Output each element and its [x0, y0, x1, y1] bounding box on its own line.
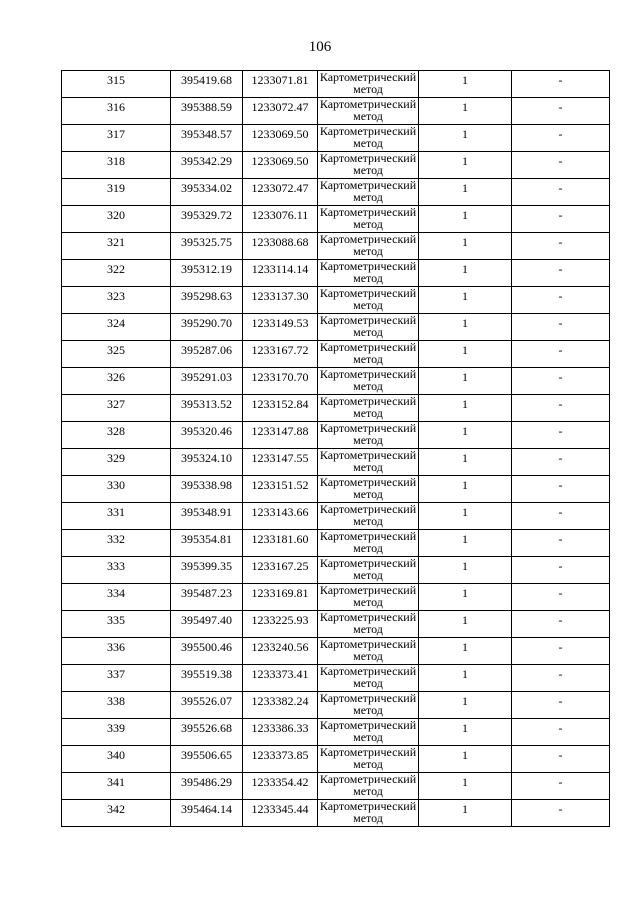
method-cell: Картометрический метод [318, 476, 419, 503]
point-number-cell: 318 [62, 152, 171, 179]
y-coordinate-cell: 1233225.93 [243, 611, 318, 638]
x-coordinate-cell: 395500.46 [171, 638, 243, 665]
note-cell: - [512, 179, 610, 206]
point-number-cell: 325 [62, 341, 171, 368]
y-coordinate-cell: 1233143.66 [243, 503, 318, 530]
method-cell: Картометрический метод [318, 503, 419, 530]
table-row [62, 611, 610, 638]
point-number-cell: 323 [62, 287, 171, 314]
table-row [62, 530, 610, 557]
accuracy-cell: 1 [419, 449, 512, 476]
y-coordinate-cell: 1233071.81 [243, 71, 318, 98]
table-row [62, 692, 610, 719]
y-coordinate-cell: 1233386.33 [243, 719, 318, 746]
point-number-cell: 315 [62, 71, 171, 98]
point-number-cell: 330 [62, 476, 171, 503]
y-coordinate-cell: 1233114.14 [243, 260, 318, 287]
y-coordinate-cell: 1233240.56 [243, 638, 318, 665]
x-coordinate-cell: 395354.81 [171, 530, 243, 557]
y-coordinate-cell: 1233373.41 [243, 665, 318, 692]
point-number-cell: 324 [62, 314, 171, 341]
y-coordinate-cell: 1233072.47 [243, 179, 318, 206]
x-coordinate-cell: 395320.46 [171, 422, 243, 449]
table-row [62, 584, 610, 611]
accuracy-cell: 1 [419, 476, 512, 503]
point-number-cell: 321 [62, 233, 171, 260]
y-coordinate-cell: 1233167.72 [243, 341, 318, 368]
point-number-cell: 333 [62, 557, 171, 584]
y-coordinate-cell: 1233345.44 [243, 800, 318, 827]
table-row [62, 179, 610, 206]
method-cell: Картометрический метод [318, 260, 419, 287]
note-cell: - [512, 800, 610, 827]
accuracy-cell: 1 [419, 260, 512, 287]
point-number-cell: 320 [62, 206, 171, 233]
note-cell: - [512, 341, 610, 368]
accuracy-cell: 1 [419, 179, 512, 206]
x-coordinate-cell: 395519.38 [171, 665, 243, 692]
note-cell: - [512, 260, 610, 287]
accuracy-cell: 1 [419, 800, 512, 827]
y-coordinate-cell: 1233169.81 [243, 584, 318, 611]
table-row [62, 449, 610, 476]
x-coordinate-cell: 395487.23 [171, 584, 243, 611]
method-cell: Картометрический метод [318, 152, 419, 179]
method-cell: Картометрический метод [318, 395, 419, 422]
accuracy-cell: 1 [419, 341, 512, 368]
x-coordinate-cell: 395325.75 [171, 233, 243, 260]
note-cell: - [512, 422, 610, 449]
table-row [62, 395, 610, 422]
note-cell: - [512, 746, 610, 773]
method-cell: Картометрический метод [318, 773, 419, 800]
y-coordinate-cell: 1233170.70 [243, 368, 318, 395]
table-row [62, 260, 610, 287]
x-coordinate-cell: 395298.63 [171, 287, 243, 314]
x-coordinate-cell: 395342.29 [171, 152, 243, 179]
point-number-cell: 319 [62, 179, 171, 206]
table-row [62, 125, 610, 152]
method-cell: Картометрический метод [318, 719, 419, 746]
x-coordinate-cell: 395290.70 [171, 314, 243, 341]
method-cell: Картометрический метод [318, 638, 419, 665]
y-coordinate-cell: 1233152.84 [243, 395, 318, 422]
page-number: 106 [308, 39, 332, 55]
method-cell: Картометрический метод [318, 800, 419, 827]
accuracy-cell: 1 [419, 287, 512, 314]
x-coordinate-cell: 395338.98 [171, 476, 243, 503]
table-row [62, 773, 610, 800]
y-coordinate-cell: 1233167.25 [243, 557, 318, 584]
accuracy-cell: 1 [419, 584, 512, 611]
x-coordinate-cell: 395486.29 [171, 773, 243, 800]
point-number-cell: 329 [62, 449, 171, 476]
note-cell: - [512, 692, 610, 719]
note-cell: - [512, 314, 610, 341]
accuracy-cell: 1 [419, 503, 512, 530]
y-coordinate-cell: 1233147.88 [243, 422, 318, 449]
table-row [62, 638, 610, 665]
table-row [62, 71, 610, 98]
method-cell: Картометрический метод [318, 314, 419, 341]
note-cell: - [512, 449, 610, 476]
method-cell: Картометрический метод [318, 341, 419, 368]
x-coordinate-cell: 395329.72 [171, 206, 243, 233]
table-row [62, 314, 610, 341]
point-number-cell: 336 [62, 638, 171, 665]
table-row [62, 800, 610, 827]
x-coordinate-cell: 395313.52 [171, 395, 243, 422]
accuracy-cell: 1 [419, 395, 512, 422]
x-coordinate-cell: 395388.59 [171, 98, 243, 125]
accuracy-cell: 1 [419, 746, 512, 773]
note-cell: - [512, 71, 610, 98]
x-coordinate-cell: 395287.06 [171, 341, 243, 368]
y-coordinate-cell: 1233149.53 [243, 314, 318, 341]
method-cell: Картометрический метод [318, 98, 419, 125]
point-number-cell: 334 [62, 584, 171, 611]
note-cell: - [512, 638, 610, 665]
accuracy-cell: 1 [419, 557, 512, 584]
y-coordinate-cell: 1233088.68 [243, 233, 318, 260]
accuracy-cell: 1 [419, 665, 512, 692]
method-cell: Картометрический метод [318, 611, 419, 638]
point-number-cell: 317 [62, 125, 171, 152]
note-cell: - [512, 584, 610, 611]
method-cell: Картометрический метод [318, 368, 419, 395]
y-coordinate-cell: 1233373.85 [243, 746, 318, 773]
point-number-cell: 322 [62, 260, 171, 287]
y-coordinate-cell: 1233382.24 [243, 692, 318, 719]
note-cell: - [512, 368, 610, 395]
x-coordinate-cell: 395497.40 [171, 611, 243, 638]
coordinates-table-body [62, 71, 610, 827]
table-row [62, 287, 610, 314]
accuracy-cell: 1 [419, 638, 512, 665]
x-coordinate-cell: 395399.35 [171, 557, 243, 584]
point-number-cell: 316 [62, 98, 171, 125]
table-row [62, 368, 610, 395]
method-cell: Картометрический метод [318, 287, 419, 314]
table-row [62, 422, 610, 449]
table-row [62, 719, 610, 746]
y-coordinate-cell: 1233181.60 [243, 530, 318, 557]
note-cell: - [512, 395, 610, 422]
note-cell: - [512, 611, 610, 638]
accuracy-cell: 1 [419, 206, 512, 233]
point-number-cell: 331 [62, 503, 171, 530]
method-cell: Картометрический метод [318, 179, 419, 206]
x-coordinate-cell: 395348.91 [171, 503, 243, 530]
point-number-cell: 335 [62, 611, 171, 638]
method-cell: Картометрический метод [318, 422, 419, 449]
point-number-cell: 338 [62, 692, 171, 719]
x-coordinate-cell: 395312.19 [171, 260, 243, 287]
accuracy-cell: 1 [419, 719, 512, 746]
method-cell: Картометрический метод [318, 233, 419, 260]
note-cell: - [512, 152, 610, 179]
table-row [62, 98, 610, 125]
y-coordinate-cell: 1233072.47 [243, 98, 318, 125]
note-cell: - [512, 206, 610, 233]
table-row [62, 557, 610, 584]
accuracy-cell: 1 [419, 611, 512, 638]
point-number-cell: 341 [62, 773, 171, 800]
method-cell: Картометрический метод [318, 206, 419, 233]
y-coordinate-cell: 1233069.50 [243, 152, 318, 179]
method-cell: Картометрический метод [318, 746, 419, 773]
table-row [62, 746, 610, 773]
x-coordinate-cell: 395464.14 [171, 800, 243, 827]
y-coordinate-cell: 1233076.11 [243, 206, 318, 233]
table-row [62, 503, 610, 530]
y-coordinate-cell: 1233151.52 [243, 476, 318, 503]
note-cell: - [512, 476, 610, 503]
method-cell: Картометрический метод [318, 71, 419, 98]
x-coordinate-cell: 395419.68 [171, 71, 243, 98]
point-number-cell: 328 [62, 422, 171, 449]
note-cell: - [512, 503, 610, 530]
x-coordinate-cell: 395324.10 [171, 449, 243, 476]
point-number-cell: 342 [62, 800, 171, 827]
method-cell: Картометрический метод [318, 665, 419, 692]
note-cell: - [512, 773, 610, 800]
note-cell: - [512, 233, 610, 260]
method-cell: Картометрический метод [318, 449, 419, 476]
accuracy-cell: 1 [419, 98, 512, 125]
x-coordinate-cell: 395526.07 [171, 692, 243, 719]
note-cell: - [512, 530, 610, 557]
y-coordinate-cell: 1233069.50 [243, 125, 318, 152]
method-cell: Картометрический метод [318, 584, 419, 611]
note-cell: - [512, 98, 610, 125]
table-row [62, 341, 610, 368]
y-coordinate-cell: 1233147.55 [243, 449, 318, 476]
method-cell: Картометрический метод [318, 530, 419, 557]
coordinates-table [61, 70, 610, 827]
method-cell: Картометрический метод [318, 125, 419, 152]
point-number-cell: 339 [62, 719, 171, 746]
accuracy-cell: 1 [419, 773, 512, 800]
accuracy-cell: 1 [419, 422, 512, 449]
y-coordinate-cell: 1233354.42 [243, 773, 318, 800]
table-row [62, 206, 610, 233]
table-row [62, 476, 610, 503]
table-row [62, 665, 610, 692]
table-row [62, 152, 610, 179]
accuracy-cell: 1 [419, 233, 512, 260]
x-coordinate-cell: 395291.03 [171, 368, 243, 395]
y-coordinate-cell: 1233137.30 [243, 287, 318, 314]
accuracy-cell: 1 [419, 71, 512, 98]
accuracy-cell: 1 [419, 368, 512, 395]
accuracy-cell: 1 [419, 125, 512, 152]
accuracy-cell: 1 [419, 530, 512, 557]
note-cell: - [512, 557, 610, 584]
point-number-cell: 340 [62, 746, 171, 773]
point-number-cell: 327 [62, 395, 171, 422]
note-cell: - [512, 719, 610, 746]
point-number-cell: 337 [62, 665, 171, 692]
point-number-cell: 332 [62, 530, 171, 557]
x-coordinate-cell: 395506.65 [171, 746, 243, 773]
note-cell: - [512, 125, 610, 152]
x-coordinate-cell: 395348.57 [171, 125, 243, 152]
accuracy-cell: 1 [419, 314, 512, 341]
note-cell: - [512, 287, 610, 314]
x-coordinate-cell: 395334.02 [171, 179, 243, 206]
method-cell: Картометрический метод [318, 557, 419, 584]
method-cell: Картометрический метод [318, 692, 419, 719]
note-cell: - [512, 665, 610, 692]
point-number-cell: 326 [62, 368, 171, 395]
x-coordinate-cell: 395526.68 [171, 719, 243, 746]
table-row [62, 233, 610, 260]
accuracy-cell: 1 [419, 692, 512, 719]
accuracy-cell: 1 [419, 152, 512, 179]
